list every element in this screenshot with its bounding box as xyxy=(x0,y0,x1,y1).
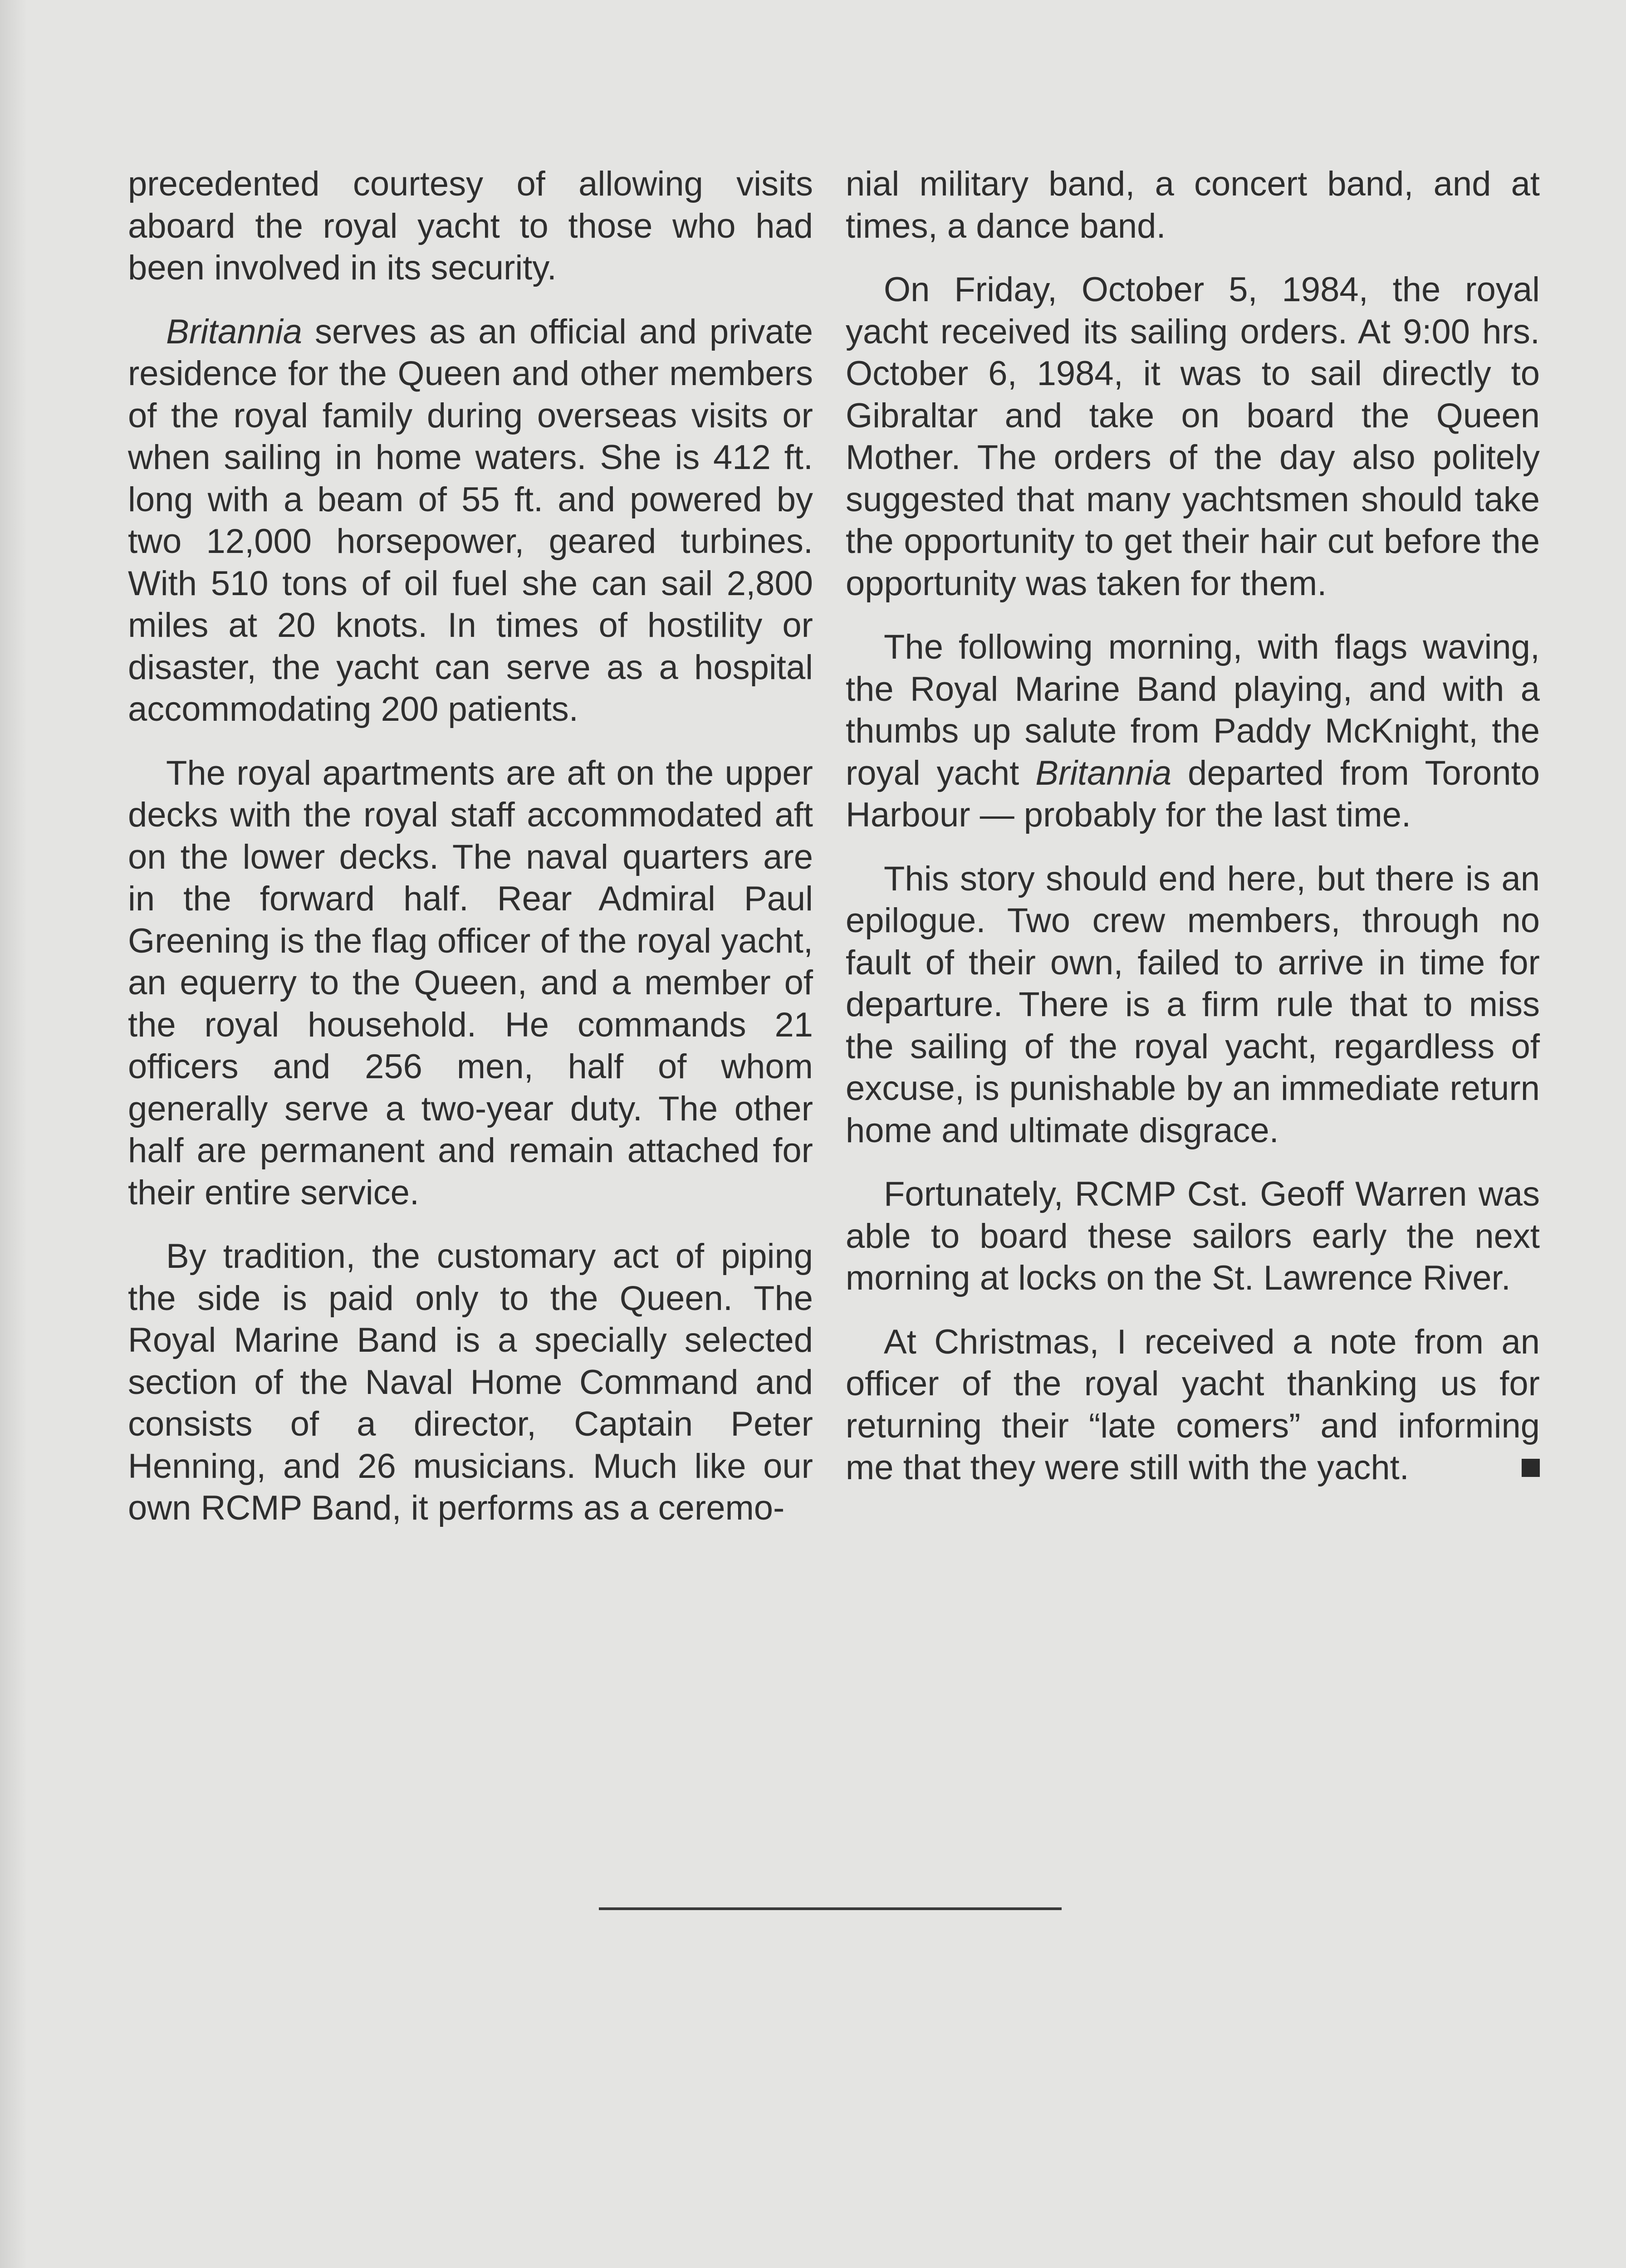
page-edge-shadow xyxy=(0,0,27,2268)
paragraph: By tradition, the customary act of piping the side is paid only to the Queen. The Royal Marine Band is a specially selected section of the Naval Home Command and consists of a director, Captain Peter Henning, and 26 musicians. Much like our own RCMP Band, it performs as a ceremo- xyxy=(128,1237,813,1527)
paragraph-text: serves as an official and private residence for the Queen and other members of the royal family during overseas visits or when sailing in home waters. She is 412 ft. long with a beam of 55 ft. and powered by two 12,000 horsepower, geared turbines. With 510 tons of oil fuel she can sail 2,800 miles at 20 knots. In times of hostility or disaster, the yacht can serve as a hospital accommodating 200 patients. xyxy=(128,312,813,728)
paragraph-text: At Christmas, I received a note from an officer of the royal yacht thanking us for returning their “late comers” and informing me that they were still with the yacht. xyxy=(846,1322,1540,1487)
paragraph xyxy=(846,626,1540,836)
section-divider-rule xyxy=(599,1907,1062,1910)
paragraph-text: departed from Toronto Harbour — probably for the last time. xyxy=(846,753,1540,834)
paragraph: On Friday, October 5, 1984, the royal yacht received its sailing orders. At 9:00 hrs. October 6, 1984, it was to sail directly to Gibraltar and take on board the Queen Mother. The orders of the day also politely suggested that many yachtsmen should take the opportunity to get their hair cut before the opportunity was taken for them. xyxy=(846,270,1540,603)
paragraph: nial military band, a concert band, and at times, a dance band. xyxy=(846,165,1540,245)
ship-name-italic: Britannia xyxy=(166,312,302,351)
end-of-article-square-icon xyxy=(1522,1459,1540,1477)
paragraph xyxy=(128,311,813,731)
paragraph xyxy=(846,1321,1540,1489)
paragraph: precedented courtesy of allowing visits aboard the royal yacht to those who had been involved in its security. xyxy=(128,165,813,287)
paragraph: Fortunately, RCMP Cst. Geoff Warren was able to board these sailors early the next morning at locks on the St. Lawrence River. xyxy=(846,1175,1540,1297)
paragraph: The royal apartments are aft on the upper decks with the royal staff accommodated aft on the lower decks. The naval quarters are in the forward half. Rear Admiral Paul Greening is the flag officer of the royal yacht, an equerry to the Queen, and a member of the royal household. He commands 21 officers and 256 men, half of whom generally serve a two-year duty. The other half are permanent and remain attached for their entire service. xyxy=(128,753,813,1212)
article-column-left xyxy=(128,163,813,1551)
paragraph: This story should end here, but there is an epilogue. Two crew members, through no fault of their own, failed to arrive in time for departure. There is a firm rule that to miss the sailing of the royal yacht, regardless of excuse, is punishable by an immediate return home and ultimate disgrace. xyxy=(846,859,1540,1150)
ship-name-italic: Britannia xyxy=(1035,753,1172,792)
paragraph-text: The following morning, with flags waving, the Royal Marine Band playing, and with a thumbs up salute from Paddy McKnight, the royal yacht xyxy=(846,628,1540,792)
article-column-right xyxy=(846,163,1540,1511)
